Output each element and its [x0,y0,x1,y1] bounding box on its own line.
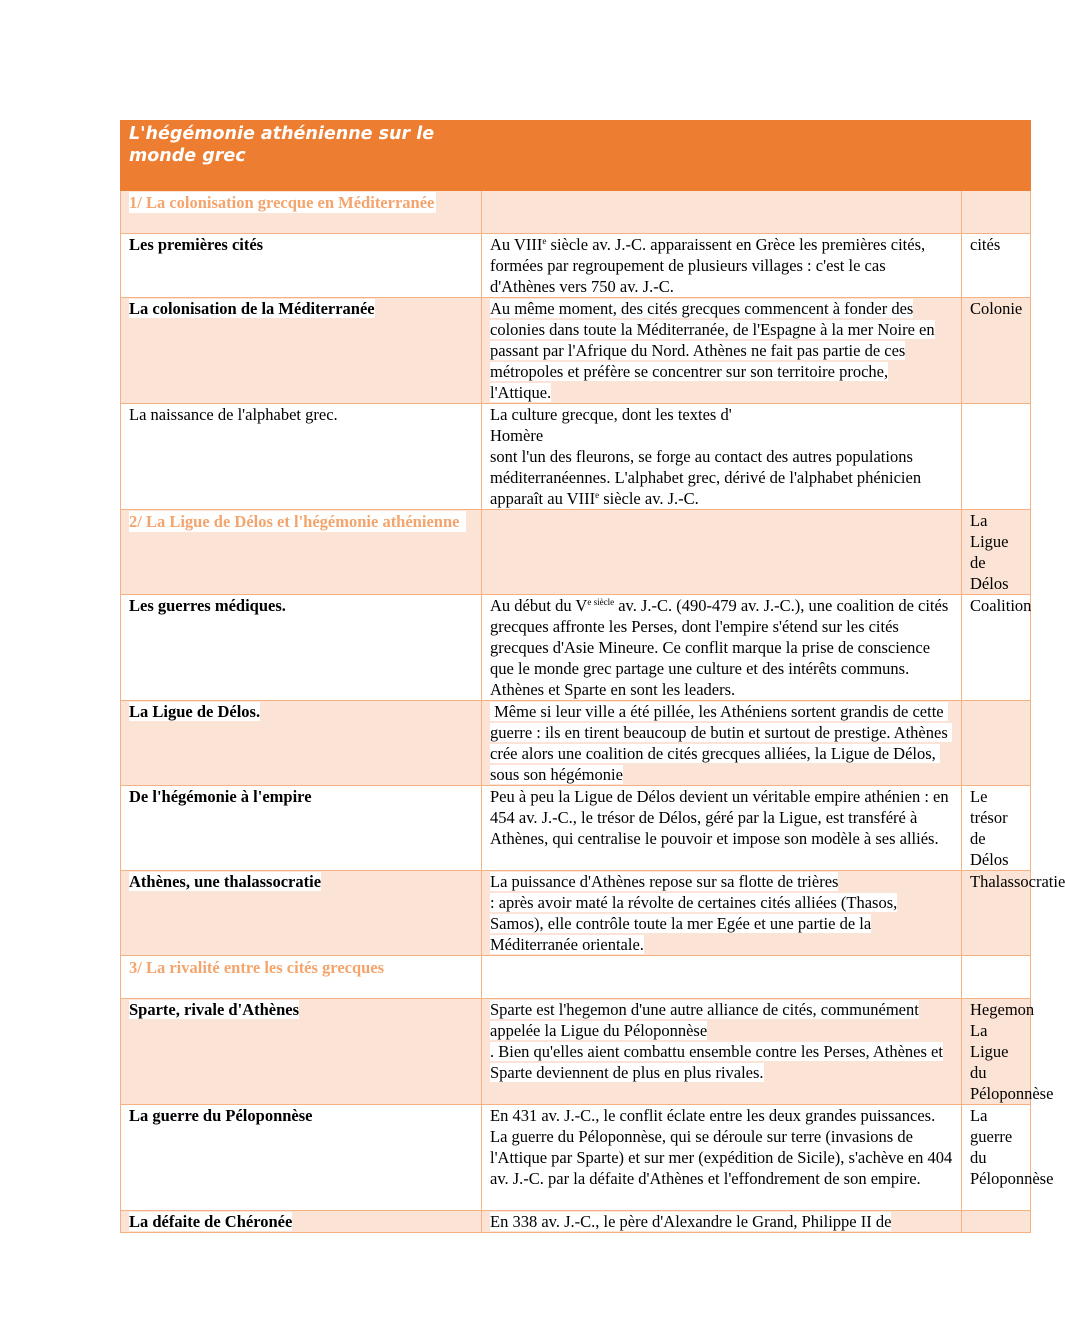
table-row [121,871,1031,956]
term: De l'hégémonie à l'empire [129,787,312,806]
text-cell: Peu à peu la Ligue de Délos devient un véritable empire athénien : en 454 av. J.-C., le trésor de Délos, géré par la Ligue, est transféré à Athènes, qui centralise le pouvoir et impose son modèle à ses alliés. [482,786,962,871]
section-label-cell [121,510,482,595]
term: La colonisation de la Méditerranée [129,299,375,318]
section-row-2 [121,510,1031,595]
term: Les premières cités [129,235,264,254]
keyword-cell: Colonie [962,298,1031,404]
keyword-cell: Thalassocratie [962,871,1031,956]
table-row [121,404,1031,510]
section-label-cell [121,191,482,234]
term-cell [121,701,482,786]
text-cell: La puissance d'Athènes repose sur sa flotte de trières : après avoir maté la révolte de certaines cités alliées (Thasos, Samos), elle contrôle toute la mer Egée et une partie de la Méditerranée orientale. [482,871,962,956]
text-cell: Même si leur ville a été pillée, les Athéniens sortent grandis de cette guerre : ils en tirent beaucoup de butin et surtout de prestige. Athènes crée alors une coalition de cités grecques alliées, la Ligue de Délos, sous son hégémonie [482,701,962,786]
keyword-cell: cités [962,234,1031,298]
keyword-cell [962,404,1031,510]
title-cell [121,121,1031,191]
table-row [121,1105,1031,1211]
section-label: 2/ La Ligue de Délos et l'hégémonie athénienne [129,511,466,532]
table-row [121,786,1031,871]
term: La Ligue de Délos. [129,702,261,721]
section-label-cell [121,956,482,999]
table-title: L'hégémonie athénienne sur le monde grec [129,124,435,166]
term-cell [121,1105,482,1211]
table-row [121,298,1031,404]
title-row [121,121,1031,191]
keyword-cell [962,1211,1031,1233]
section-row-3 [121,956,1031,999]
term: La guerre du Péloponnèse [129,1106,313,1125]
term: Les guerres médiques. [129,596,286,615]
section-label: 1/ La colonisation grecque en Méditerranée [129,193,435,212]
keyword-cell: La Ligue de Délos [962,510,1031,595]
section-text-cell [482,191,962,234]
text-cell: En 338 av. J.-C., le père d'Alexandre le Grand, Philippe II de [482,1211,962,1233]
keyword-cell [962,956,1031,999]
term-cell [121,999,482,1105]
term-cell [121,404,482,510]
term: Athènes, une thalassocratie [129,872,322,891]
term: La naissance de l'alphabet grec. [129,405,338,424]
term: Sparte, rivale d'Athènes [129,1000,300,1019]
keyword-cell [962,701,1031,786]
table-row [121,1211,1031,1233]
section-row-1 [121,191,1031,234]
term-cell [121,1211,482,1233]
text-cell: Au début du $V^{e siècle}$ av. J.-C. (490-479 av. J.-C.), une coalition de cités grecques affronte les Perses, dont l'empire s'étend sur les cités grecques d'Asie Mineure. Ce conflit marque la prise de conscience que le monde grec partage une culture et des intérêts communs. Athènes et Sparte en sont les leaders. [482,595,962,701]
text-cell: La culture grecque, dont les textes d' Homère sont l'un des fleurons, se forge au contact des autres populations méditerranéennes. L'alphabet grec, dérivé de l'alphabet phénicien apparaît au VIIIe siècle av. J.-C. [482,404,962,510]
section-text-cell [482,510,962,595]
lesson-table [120,120,1065,1233]
text-cell: Au VIIIe siècle av. J.-C. apparaissent en Grèce les premières cités, formées par regroupement de plusieurs villages : c'est le cas d'Athènes vers 750 av. J.-C. [482,234,962,298]
term: La défaite de Chéronée [129,1212,293,1231]
term-cell [121,298,482,404]
term-cell [121,871,482,956]
text-cell: Sparte est l'hegemon d'une autre alliance de cités, communément appelée la Ligue du Péloponnèse . Bien qu'elles aient combattu ensemble contre les Perses, Athènes et Sparte deviennent de plus en plus rivales. [482,999,962,1105]
term-cell [121,234,482,298]
table-row [121,701,1031,786]
text-cell: En 431 av. J.-C., le conflit éclate entre les deux grandes puissances. La guerre du Péloponnèse, qui se déroule sur terre (invasions de l'Attique par Sparte) et sur mer (expédition de Sicile), s'achève en 404 av. J.-C. par la défaite d'Athènes et l'effondrement de son empire. [482,1105,962,1211]
keyword-cell: Coalition [962,595,1031,701]
table-row [121,999,1031,1105]
section-text-cell [482,956,962,999]
text-cell: Au même moment, des cités grecques commencent à fonder des colonies dans toute la Méditerranée, de l'Espagne à la mer Noire en passant par l'Afrique du Nord. Athènes ne fait pas partie de ces métropoles et préfère se concentrer sur son territoire proche, l'Attique. [482,298,962,404]
keyword-cell: La guerre du Péloponnèse [962,1105,1031,1211]
table-row [121,595,1031,701]
term-cell [121,595,482,701]
keyword-cell: Le trésor de Délos [962,786,1031,871]
term-cell [121,786,482,871]
keyword-cell: Hegemon La Ligue du Péloponnèse [962,999,1031,1105]
section-label: 3/ La rivalité entre les cités grecques [129,958,385,977]
keyword-cell [962,191,1031,234]
table-row [121,234,1031,298]
